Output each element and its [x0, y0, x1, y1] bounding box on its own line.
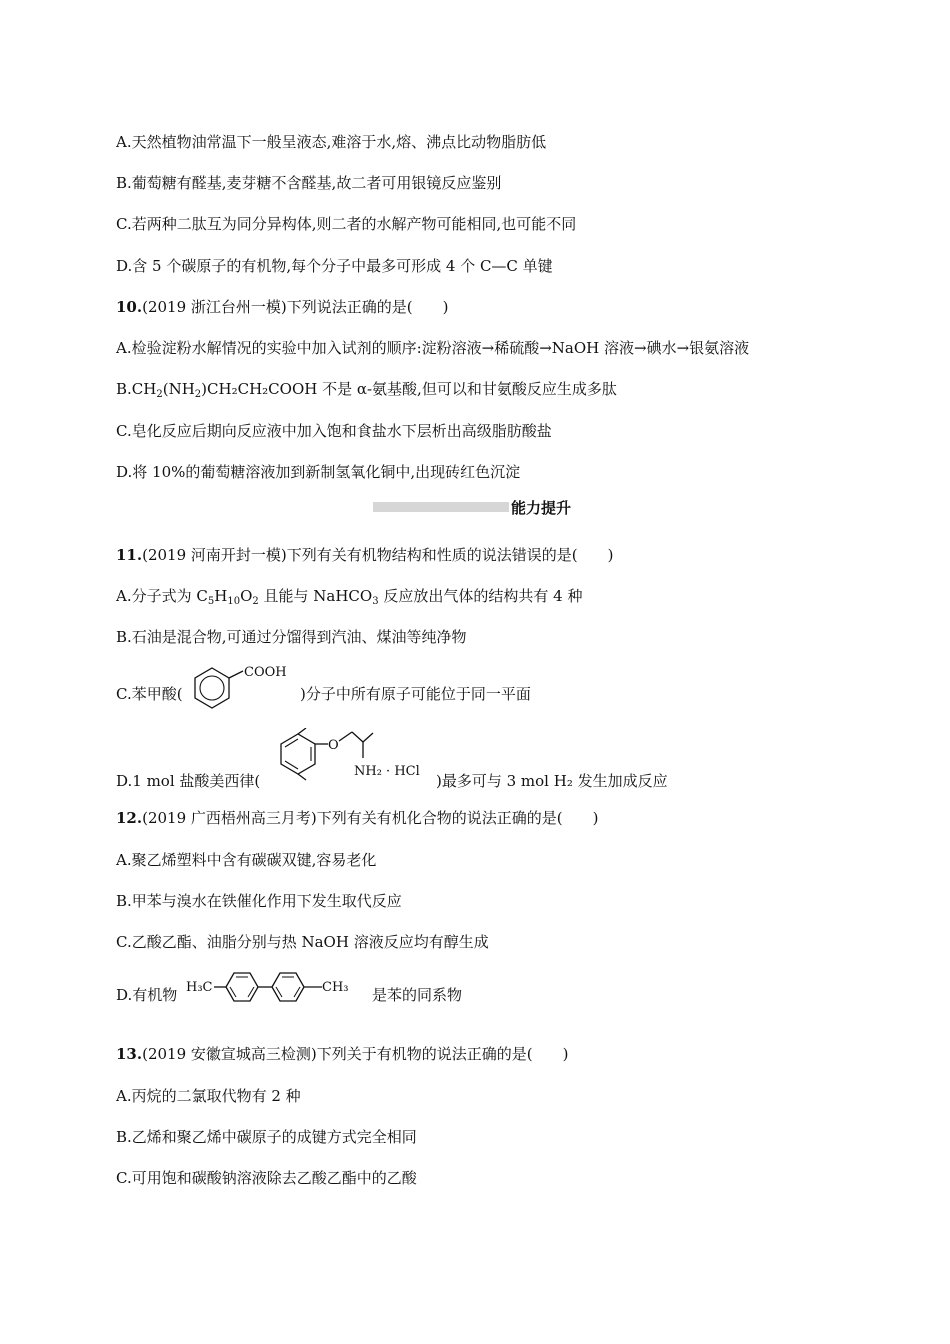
q13-number: 13.: [116, 1045, 143, 1063]
q12-stem: (2019 广西梧州高三月考)下列有关有机化合物的说法正确的是( ): [142, 809, 599, 827]
q13-option-c: C.可用饱和碳酸钠溶液除去乙酸乙酯中的乙酸: [116, 1169, 417, 1187]
q10-option-a: A.检验淀粉水解情况的实验中加入试剂的顺序:淀粉溶液→稀硫酸→NaOH 溶液→碘水→银氨溶液: [116, 339, 750, 357]
q11-number: 11.: [116, 546, 143, 564]
q10-stem: (2019 浙江台州一模)下列说法正确的是( ): [142, 298, 449, 316]
q13-stem: (2019 安徽宣城高三检测)下列关于有机物的说法正确的是( ): [142, 1045, 569, 1063]
q11-option-c-prefix: C.苯甲酸(: [116, 685, 183, 703]
q11-stem: (2019 河南开封一模)下列有关有机物结构和性质的说法错误的是( ): [142, 546, 614, 564]
amine-hcl-label: NH₂ · HCl: [354, 764, 420, 779]
q11-option-b: B.石油是混合物,可通过分馏得到汽油、煤油等纯净物: [116, 628, 467, 646]
q9-option-c: C.若两种二肽互为同分异构体,则二者的水解产物可能相同,也可能不同: [116, 215, 577, 233]
q12-option-b: B.甲苯与溴水在铁催化作用下发生取代反应: [116, 892, 402, 910]
q9-option-d: D.含 5 个碳原子的有机物,每个分子中最多可形成 4 个 C—C 单键: [116, 257, 553, 275]
q13-option-a: A.丙烷的二氯取代物有 2 种: [116, 1087, 301, 1105]
q11-option-a: A.分子式为 $C_5H_{10}O_2$ 且能与 NaHCO$_3$ 反应放出气体的结构共有 4 种: [116, 587, 583, 607]
q11-option-c-suffix: )分子中所有原子可能位于同一平面: [300, 685, 531, 703]
q12-option-d-suffix: 是苯的同系物: [372, 986, 463, 1004]
q12-number: 12.: [116, 809, 143, 827]
q10-option-b: $B.CH_2(NH_2)CH_2CH_2COOH$ 不是 α-氨基酸,但可以和甘氨酸反应生成多肽: [116, 380, 617, 400]
q10-option-d: D.将 10%的葡萄糖溶液加到新制氢氧化铜中,出现砖红色沉淀: [116, 463, 521, 481]
q12-option-d-prefix: D.有机物: [116, 986, 178, 1004]
q13-stem-line: [116, 1044, 568, 1064]
q9-option-a: A.天然植物油常温下一般呈液态,难溶于水,熔、沸点比动物脂肪低: [116, 133, 547, 151]
benzoic-acid-structure: [186, 660, 298, 712]
q11-option-d-prefix: D.1 mol 盐酸美西律(: [116, 772, 261, 790]
methyl-right-label: CH₃: [322, 980, 349, 995]
q13-option-b: B.乙烯和聚乙烯中碳原子的成键方式完全相同: [116, 1128, 417, 1146]
q12-option-c: C.乙酸乙酯、油脂分别与热 NaOH 溶液反应均有醇生成: [116, 933, 489, 951]
q10-option-c: C.皂化反应后期向反应液中加入饱和食盐水下层析出高级脂肪酸盐: [116, 422, 552, 440]
ether-oxygen-label: O: [328, 738, 339, 753]
q10-number: 10.: [116, 298, 143, 316]
q9-option-b: B.葡萄糖有醛基,麦芽糖不含醛基,故二者可用银镜反应鉴别: [116, 174, 502, 192]
q11-option-d-suffix: )最多可与 3 mol H₂ 发生加成反应: [436, 772, 668, 790]
q10-stem-line: [116, 297, 448, 317]
carboxyl-group-label: COOH: [244, 665, 287, 680]
dimethylbiphenyl-structure: [186, 967, 372, 1007]
q12-stem-line: [116, 808, 598, 828]
q12-option-a: A.聚乙烯塑料中含有碳碳双键,容易老化: [116, 851, 377, 869]
methyl-left-label: H₃C: [186, 980, 213, 995]
section-header-bar: [373, 502, 509, 512]
mexiletine-hydrochloride-structure: [268, 728, 436, 786]
q11-stem-line: [116, 545, 613, 565]
section-title: 能力提升: [511, 499, 572, 517]
